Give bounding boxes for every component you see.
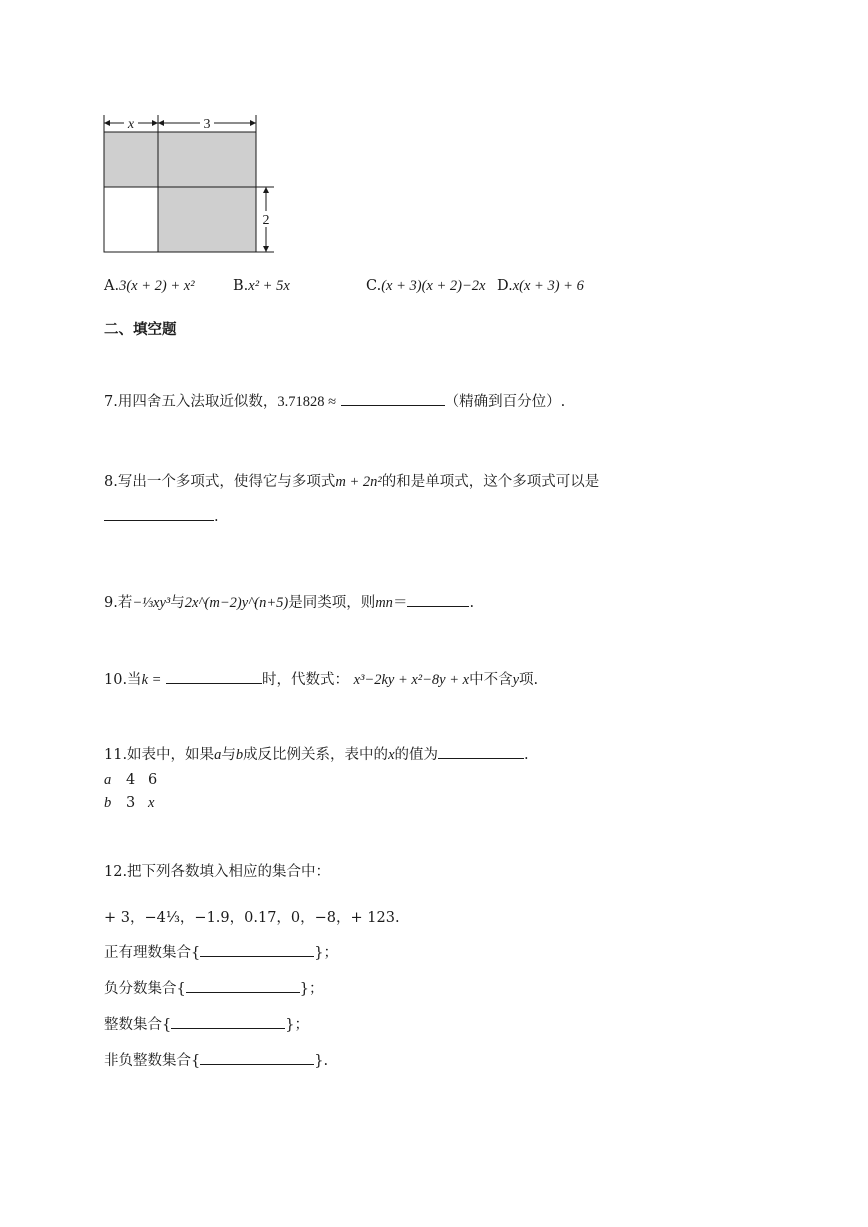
q7-answer-blank[interactable] xyxy=(341,393,445,406)
q11-table-row xyxy=(104,795,170,818)
q11-cell: a xyxy=(104,772,112,788)
set-integer xyxy=(104,1013,309,1034)
question-10 xyxy=(104,668,538,689)
q11-answer-blank[interactable] xyxy=(438,746,524,759)
set-positive-rational xyxy=(104,941,338,962)
q10-mid: 时，代数式： xyxy=(262,672,350,688)
q11-var-x: x xyxy=(388,747,395,763)
q12-numbers-rest: −1.9，0.17，0，−8，+ 123. xyxy=(194,910,400,926)
q11-cell: 6 xyxy=(148,772,158,788)
q11-table-row xyxy=(104,772,170,795)
q9-expr2: 2x^(m−2)y^(n+5) xyxy=(184,595,289,611)
shaded-bottom-right xyxy=(158,187,256,252)
question-8-answer-line xyxy=(104,508,219,525)
q7-value: 3.71828 ≈ xyxy=(277,394,337,410)
question-11 xyxy=(104,743,529,764)
q11-cell: 4 xyxy=(126,772,136,788)
q9-answer-blank[interactable] xyxy=(407,594,469,607)
q10-suffix: 中不含 xyxy=(469,672,513,688)
q11-table xyxy=(104,772,170,818)
q10-expr: x³−2ky + x²−8y + x xyxy=(353,672,470,688)
q8-prefix: 8.写出一个多项式，使得它与多项式 xyxy=(104,474,336,490)
option-a-prefix: A. xyxy=(104,278,120,294)
q11-cell: 3 xyxy=(126,795,136,811)
q12-number-2: −4⅓， xyxy=(144,910,195,926)
option-a xyxy=(104,278,195,295)
set-end: }； xyxy=(285,1017,309,1033)
set-end: }. xyxy=(314,1053,329,1069)
option-c-expr: (x + 3)(x + 2)−2x xyxy=(381,278,486,294)
q9-expr1: −⅓xy³ xyxy=(132,595,171,611)
q10-var: k = xyxy=(141,672,162,688)
set-end: }； xyxy=(299,981,324,997)
set-answer-blank[interactable] xyxy=(200,944,314,957)
q8-expr: m + 2n² xyxy=(335,474,382,490)
option-c-prefix: C. xyxy=(366,278,382,294)
q9-mid: 与 xyxy=(170,595,185,611)
q11-var-a: a xyxy=(214,747,222,763)
shaded-top-left xyxy=(104,132,158,187)
q12-number-1: + 3， xyxy=(104,910,145,926)
blank-bottom-left xyxy=(104,187,158,252)
question-7 xyxy=(104,390,565,411)
q9-eq: ＝ xyxy=(392,595,408,611)
option-b-expr: x² + 5x xyxy=(248,278,290,294)
question-12-prompt: 12.把下列各数填入相应的集合中： xyxy=(104,864,331,880)
dim-label-2: 2 xyxy=(262,213,270,228)
set-label: 整数集合{ xyxy=(104,1017,172,1033)
q8-answer-blank[interactable] xyxy=(104,508,214,521)
q10-answer-blank[interactable] xyxy=(166,671,262,684)
area-figure xyxy=(96,110,286,260)
set-answer-blank[interactable] xyxy=(200,1052,314,1065)
q11-cell: b xyxy=(104,795,112,811)
q8-end: . xyxy=(214,509,219,525)
option-d xyxy=(497,278,584,295)
q11-var-b: b xyxy=(235,747,244,763)
question-12-numbers xyxy=(104,906,400,927)
set-non-negative-integer xyxy=(104,1049,328,1070)
option-b xyxy=(233,278,290,295)
option-a-expr: 3(x + 2) + x² xyxy=(119,278,195,294)
set-answer-blank[interactable] xyxy=(171,1016,285,1029)
shaded-top-right xyxy=(158,132,256,187)
q11-prefix: 11.如表中，如果 xyxy=(104,747,215,763)
q8-suffix: 的和是单项式，这个多项式可以是 xyxy=(381,474,600,490)
q11-end: . xyxy=(524,747,529,763)
option-b-prefix: B. xyxy=(233,278,249,294)
set-label: 负分数集合{ xyxy=(104,981,186,997)
q7-suffix: （精确到百分位）. xyxy=(444,394,566,410)
set-end: }； xyxy=(314,945,338,961)
question-8 xyxy=(104,470,599,491)
option-d-prefix: D. xyxy=(497,278,513,294)
set-answer-blank[interactable] xyxy=(186,980,300,993)
question-9 xyxy=(104,591,474,612)
section-title: 二、填空题 xyxy=(104,321,177,338)
dim-label-3: 3 xyxy=(203,117,211,132)
q11-cell: x xyxy=(148,795,155,811)
q9-var: mn xyxy=(375,595,393,611)
set-label: 非负整数集合{ xyxy=(104,1053,201,1069)
q9-suffix: 是同类项，则 xyxy=(288,595,376,611)
q11-mid1: 与 xyxy=(221,747,236,763)
q7-prefix: 7.用四舍五入法取近似数， xyxy=(104,394,278,410)
set-negative-fraction xyxy=(104,977,323,998)
q10-prefix: 10.当 xyxy=(104,672,142,688)
option-d-expr: x(x + 3) + 6 xyxy=(512,278,584,294)
set-label: 正有理数集合{ xyxy=(104,945,201,961)
q9-prefix: 9.若 xyxy=(104,595,133,611)
q11-suffix: 的值为 xyxy=(394,747,438,763)
q10-var2: y xyxy=(512,672,520,688)
q10-end: 项. xyxy=(519,672,539,688)
q11-mid2: 成反比例关系，表中的 xyxy=(243,747,389,763)
option-c xyxy=(366,278,485,295)
dim-label-x: x xyxy=(127,117,135,132)
q9-end: . xyxy=(469,595,475,611)
